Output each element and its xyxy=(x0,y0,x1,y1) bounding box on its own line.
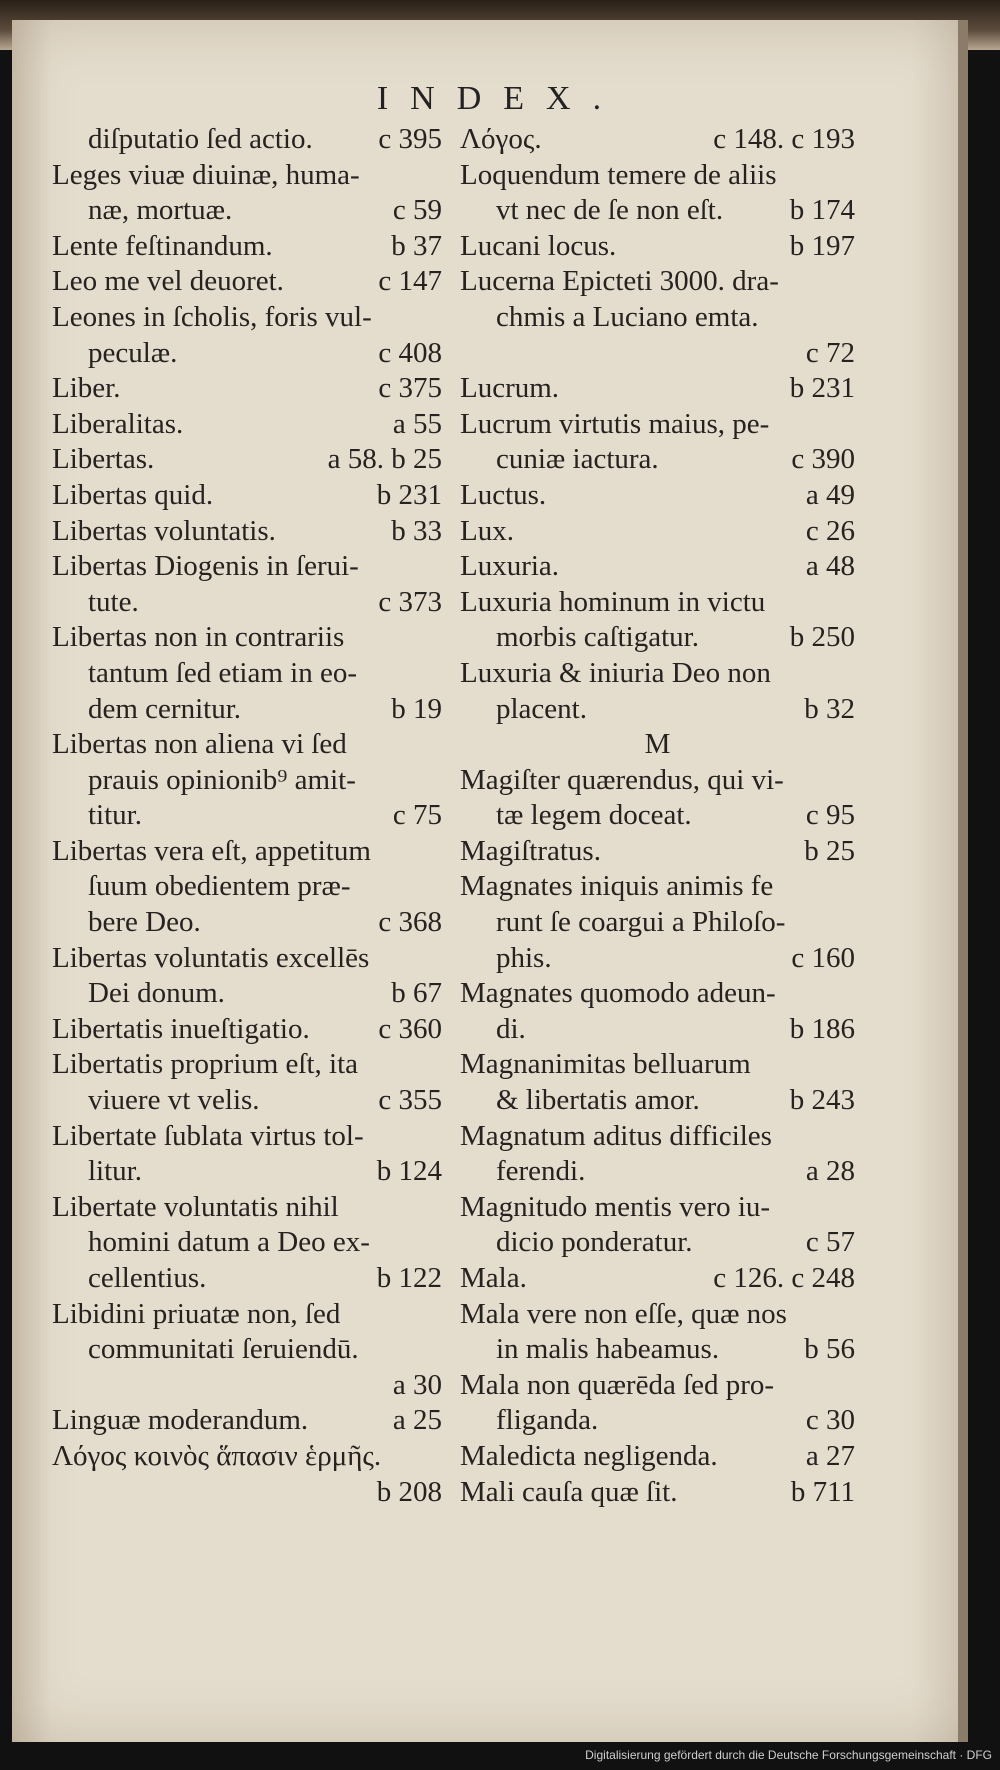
entry-text: Liber. xyxy=(52,372,121,405)
entry-text: Lente feſtinandum. xyxy=(52,229,273,262)
index-entry xyxy=(52,1261,442,1297)
index-entry xyxy=(52,763,442,799)
entry-text: Liberalitas. xyxy=(52,407,184,440)
entry-reference: b 186 xyxy=(789,1012,855,1045)
index-entry xyxy=(52,158,442,194)
entry-reference: c 95 xyxy=(805,799,855,832)
entry-reference: a 30 xyxy=(392,1368,442,1401)
index-entry xyxy=(52,692,442,728)
entry-reference: a 28 xyxy=(805,1155,855,1188)
entry-text: tute. xyxy=(88,585,139,618)
entry-text: Linguæ moderandum. xyxy=(52,1404,309,1437)
index-entry xyxy=(52,229,442,265)
entry-reference: a 48 xyxy=(805,550,855,583)
index-entry xyxy=(460,1439,855,1475)
entry-text: Libertas. xyxy=(52,443,155,476)
footer-credit: Digitalisierung gefördert durch die Deutsche Forschungsgemeinschaft · DFG xyxy=(585,1748,992,1762)
entry-text: morbis caſtigatur. xyxy=(496,621,699,654)
entry-text: titur. xyxy=(88,799,142,832)
entry-text: communitati ſeruiendū. xyxy=(88,1333,359,1366)
index-entry xyxy=(52,193,442,229)
entry-text: tantum ſed etiam in eo- xyxy=(88,656,357,689)
index-entry xyxy=(52,1368,442,1404)
entry-reference: b 243 xyxy=(789,1084,855,1117)
entry-text: runt ſe coargui a Philoſo- xyxy=(496,906,786,939)
page-header: INDEX. xyxy=(376,80,624,117)
index-entry xyxy=(52,122,442,158)
index-entry xyxy=(52,1154,442,1190)
index-entry xyxy=(52,514,442,550)
index-entry xyxy=(52,549,442,585)
entry-text: Luxuria hominum in victu xyxy=(460,585,766,618)
entry-text: næ, mortuæ. xyxy=(88,194,233,227)
entry-text: Λόγος. xyxy=(460,123,542,155)
entry-reference: c 57 xyxy=(805,1226,855,1259)
index-entry xyxy=(52,336,442,372)
entry-text: Magnates quomodo adeun- xyxy=(460,977,776,1010)
entry-text: placent. xyxy=(496,692,587,725)
entry-reference: c 395 xyxy=(378,123,442,155)
entry-text: Leones in ſcholis, foris vul- xyxy=(52,300,372,333)
index-entry xyxy=(460,1225,855,1261)
index-entry xyxy=(460,407,855,443)
entry-text: phis. xyxy=(496,941,552,974)
index-entry xyxy=(460,763,855,799)
index-entry xyxy=(52,264,442,300)
entry-reference: b 231 xyxy=(376,478,442,511)
entry-text: M xyxy=(644,728,671,761)
entry-text: ſuum obedientem præ- xyxy=(88,870,351,903)
entry-reference: c 360 xyxy=(378,1012,442,1045)
entry-reference: b 122 xyxy=(376,1262,442,1294)
entry-reference: b 32 xyxy=(804,692,855,725)
index-entry xyxy=(52,1119,442,1155)
index-entry xyxy=(52,371,442,407)
entry-reference: c 368 xyxy=(378,906,442,939)
entry-text: Magiſter quærendus, qui vi- xyxy=(460,763,784,796)
entry-text: Mala. xyxy=(460,1262,527,1294)
entry-text: Libertas quid. xyxy=(52,478,214,511)
left-column xyxy=(52,122,442,1510)
entry-text: litur. xyxy=(88,1155,142,1188)
index-entry xyxy=(52,941,442,977)
index-entry xyxy=(52,905,442,941)
index-entry xyxy=(460,976,855,1012)
entry-reference: c 160 xyxy=(791,941,855,974)
entry-text: Λόγος κοινὸς ἅπασιν ἑρμῆς. xyxy=(52,1439,382,1472)
index-entry xyxy=(460,336,855,372)
entry-reference: b 231 xyxy=(789,372,855,405)
index-entry xyxy=(460,1047,855,1083)
index-entry xyxy=(460,656,855,692)
index-entry xyxy=(52,1403,442,1439)
entry-text: Magnitudo mentis vero iu- xyxy=(460,1190,771,1223)
index-entry xyxy=(52,1439,442,1475)
entry-text: Lucani locus. xyxy=(460,229,617,262)
entry-text: Leges viuæ diuinæ, huma- xyxy=(52,158,360,191)
entry-text: Libertas voluntatis. xyxy=(52,514,276,547)
entry-reference: b 250 xyxy=(789,621,855,654)
entry-text: Mala vere non eſſe, quæ nos xyxy=(460,1297,787,1330)
entry-text: Luctus. xyxy=(460,478,547,511)
index-entry xyxy=(52,1047,442,1083)
index-entry xyxy=(460,1297,855,1333)
entry-reference: a 25 xyxy=(392,1404,442,1437)
entry-reference: b 56 xyxy=(804,1333,855,1366)
entry-text: Magnates iniquis animis fe xyxy=(460,870,774,903)
index-entry xyxy=(460,264,855,300)
index-entry xyxy=(52,656,442,692)
entry-text: ferendi. xyxy=(496,1155,586,1188)
entry-reference: c 72 xyxy=(805,336,855,369)
entry-text: Libertatis proprium eſt, ita xyxy=(52,1048,359,1081)
index-entry xyxy=(460,834,855,870)
entry-reference: b 124 xyxy=(376,1155,442,1188)
index-entry xyxy=(52,798,442,834)
entry-reference: b 33 xyxy=(391,514,442,547)
entry-text: Maledicta negligenda. xyxy=(460,1439,718,1472)
entry-text: Mali cauſa quæ ſit. xyxy=(460,1475,678,1508)
entry-text: & libertatis amor. xyxy=(496,1084,700,1117)
entry-text: viuere vt velis. xyxy=(88,1084,260,1117)
index-entry xyxy=(460,1403,855,1439)
index-entry xyxy=(460,1012,855,1048)
index-entry xyxy=(460,1475,855,1511)
index-entry xyxy=(52,869,442,905)
entry-text: cellentius. xyxy=(88,1262,207,1294)
entry-text: vt nec de ſe non eſt. xyxy=(496,194,724,227)
index-entry xyxy=(52,1297,442,1333)
index-entry xyxy=(52,478,442,514)
entry-text: Libertas vera eſt, appetitum xyxy=(52,834,371,867)
entry-text: di. xyxy=(496,1012,526,1045)
index-entry xyxy=(52,442,442,478)
index-entry xyxy=(52,1225,442,1261)
entry-reference: b 711 xyxy=(790,1475,855,1508)
entry-text: Libertate voluntatis nihil xyxy=(52,1190,339,1223)
entry-reference: b 67 xyxy=(391,977,442,1010)
entry-reference: a 55 xyxy=(392,407,442,440)
entry-text: bere Deo. xyxy=(88,906,201,939)
index-entry xyxy=(460,442,855,478)
index-entry xyxy=(52,620,442,656)
entry-text: Lucrum. xyxy=(460,372,560,405)
entry-reference: c 355 xyxy=(378,1084,442,1117)
right-column xyxy=(460,122,855,1510)
entry-reference: c 147 xyxy=(378,265,442,298)
index-entry xyxy=(460,158,855,194)
index-entry xyxy=(460,1083,855,1119)
index-entry xyxy=(52,976,442,1012)
index-entry xyxy=(52,585,442,621)
index-entry xyxy=(460,727,855,763)
entry-text: Lux. xyxy=(460,514,514,547)
entry-text: Libertate ſublata virtus tol- xyxy=(52,1119,364,1152)
index-entry xyxy=(52,727,442,763)
index-entry xyxy=(460,371,855,407)
entry-text: Libertas Diogenis in ſerui- xyxy=(52,550,359,583)
entry-reference: c 126. c 248 xyxy=(713,1262,855,1294)
index-entry xyxy=(460,905,855,941)
index-entry xyxy=(52,834,442,870)
entry-text: Libertas non in contrariis xyxy=(52,621,345,654)
index-entry xyxy=(460,1261,855,1297)
index-entry xyxy=(460,549,855,585)
entry-text: Mala non quærēda ſed pro- xyxy=(460,1368,775,1401)
entry-reference: b 174 xyxy=(789,194,855,227)
index-entry xyxy=(52,1332,442,1368)
entry-text: Magiſtratus. xyxy=(460,834,601,867)
index-entry xyxy=(460,514,855,550)
entry-text: in malis habeamus. xyxy=(496,1333,720,1366)
entry-text: cuniæ iactura. xyxy=(496,443,659,476)
entry-text: Magnatum aditus difficiles xyxy=(460,1119,772,1152)
entry-reference: c 148. c 193 xyxy=(713,123,855,155)
entry-reference: c 375 xyxy=(378,372,442,405)
entry-text: dicio ponderatur. xyxy=(496,1226,693,1259)
index-entry xyxy=(460,692,855,728)
entry-text: homini datum a Deo ex- xyxy=(88,1226,370,1259)
entry-reference: a 49 xyxy=(805,478,855,511)
entry-text: fliganda. xyxy=(496,1404,599,1437)
entry-reference: c 26 xyxy=(805,514,855,547)
index-entry xyxy=(460,1332,855,1368)
entry-text: Lucerna Epicteti 3000. dra- xyxy=(460,265,779,298)
entry-reference: c 75 xyxy=(392,799,442,832)
entry-text: dem cernitur. xyxy=(88,692,242,725)
index-entry xyxy=(460,122,855,158)
entry-text: Leo me vel deuoret. xyxy=(52,265,284,298)
entry-text: chmis a Luciano emta. xyxy=(496,300,759,333)
entry-reference: b 208 xyxy=(376,1475,442,1508)
index-entry xyxy=(460,941,855,977)
entry-text: Lucrum virtutis maius, pe- xyxy=(460,407,770,440)
entry-reference: c 30 xyxy=(805,1404,855,1437)
entry-reference: b 37 xyxy=(391,229,442,262)
entry-reference: b 197 xyxy=(789,229,855,262)
entry-reference: b 25 xyxy=(804,834,855,867)
entry-text: Loquendum temere de aliis xyxy=(460,158,777,191)
index-entry xyxy=(460,620,855,656)
index-entry xyxy=(52,1475,442,1511)
index-entry xyxy=(52,1190,442,1226)
entry-text: Libertas voluntatis excellēs xyxy=(52,941,370,974)
index-entry xyxy=(52,300,442,336)
entry-reference: b 19 xyxy=(391,692,442,725)
index-entry xyxy=(460,229,855,265)
entry-text: Libertas non aliena vi ſed xyxy=(52,728,347,761)
entry-text: peculæ. xyxy=(88,336,178,369)
index-entry xyxy=(460,193,855,229)
entry-text: Libertatis inueſtigatio. xyxy=(52,1012,310,1045)
index-entry xyxy=(460,300,855,336)
index-entry xyxy=(460,585,855,621)
entry-text: Libidini priuatæ non, ſed xyxy=(52,1297,341,1330)
index-entry xyxy=(52,1012,442,1048)
index-entry xyxy=(460,798,855,834)
entry-reference: c 408 xyxy=(378,336,442,369)
page-edge xyxy=(958,20,968,1742)
entry-text: Magnanimitas belluarum xyxy=(460,1048,751,1081)
entry-text: Luxuria. xyxy=(460,550,560,583)
entry-reference: a 27 xyxy=(805,1439,855,1472)
entry-text: tæ legem doceat. xyxy=(496,799,692,832)
index-entry xyxy=(52,1083,442,1119)
entry-reference: a 58. b 25 xyxy=(327,443,442,476)
entry-text: Dei donum. xyxy=(88,977,225,1010)
index-entry xyxy=(460,478,855,514)
entry-reference: c 373 xyxy=(378,585,442,618)
index-entry xyxy=(460,1119,855,1155)
index-entry xyxy=(460,869,855,905)
index-entry xyxy=(460,1368,855,1404)
entry-reference: c 390 xyxy=(791,443,855,476)
entry-reference: c 59 xyxy=(392,194,442,227)
index-entry xyxy=(460,1154,855,1190)
index-entry xyxy=(52,407,442,443)
index-entry xyxy=(460,1190,855,1226)
entry-text: Luxuria & iniuria Deo non xyxy=(460,656,771,689)
entry-text: prauis opinionib⁹ amit- xyxy=(88,763,356,796)
entry-text: diſputatio ſed actio. xyxy=(88,123,313,155)
